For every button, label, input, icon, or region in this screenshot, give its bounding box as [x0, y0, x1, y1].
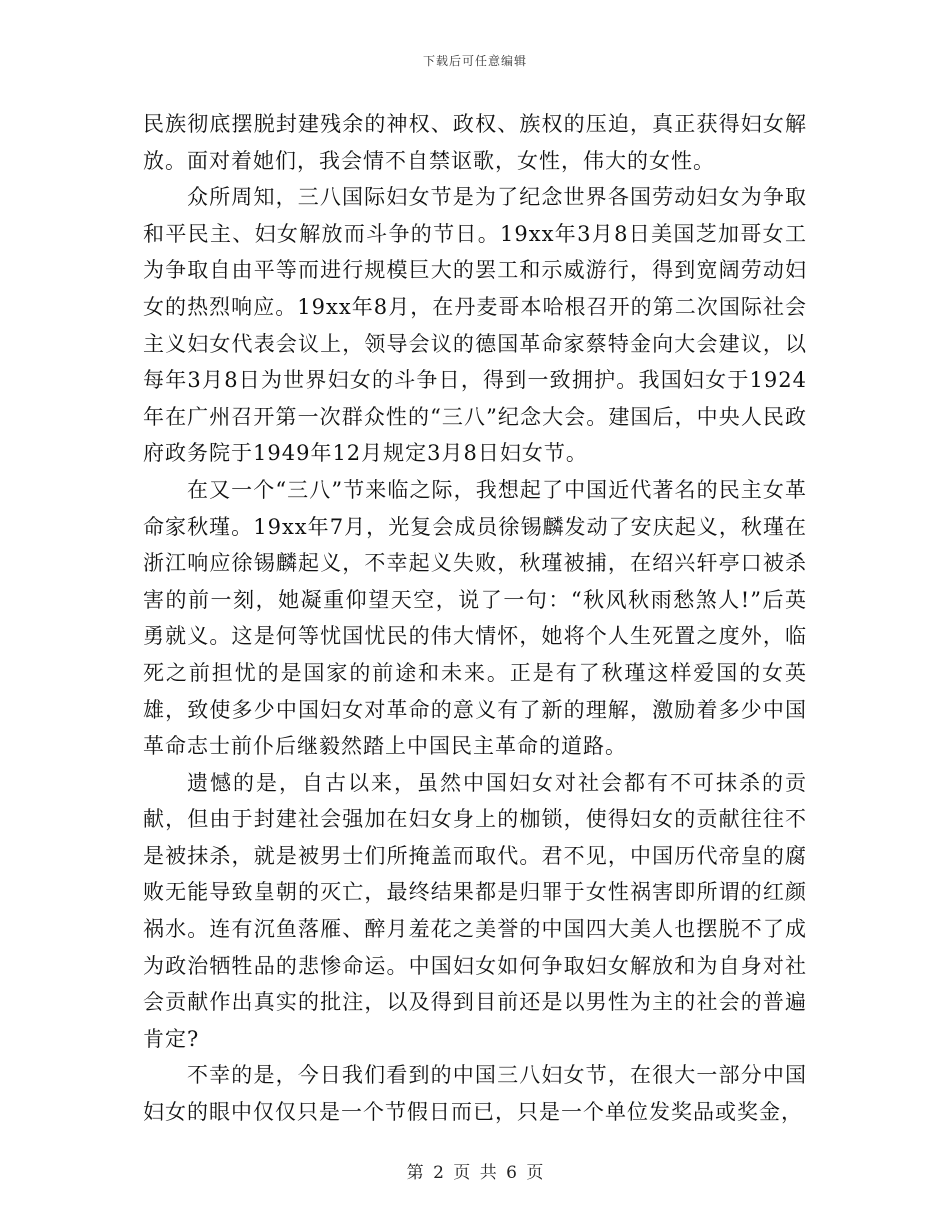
- paragraph-2: 众所周知，三八国际妇女节是为了纪念世界各国劳动妇女为争取和平民主、妇女解放而斗争的节日。19xx年3月8日美国芝加哥女工为争取自由平等而进行规模巨大的罢工和示威游行，得到宽阔劳动妇女的热烈响应。19xx年8月，在丹麦哥本哈根召开的第二次国际社会主义妇女代表会议上，领导会议的德国革命家蔡特金向大会建议，以每年3月8日为世界妇女的斗争日，得到一致拥护。我国妇女于1924年在广州召开第一次群众性的“三八”纪念大会。建国后，中央人民政府政务院于1949年12月规定3月8日妇女节。: [143, 185, 807, 466]
- paragraph-3: 在又一个“三八”节来临之际，我想起了中国近代著名的民主女革命家秋瑾。19xx年7月，光复会成员徐锡麟发动了安庆起义，秋瑾在浙江响应徐锡麟起义，不幸起义失败，秋瑾被捕，在绍兴轩亭口被杀害的前一刻，她凝重仰望天空，说了一句：“秋风秋雨愁煞人!”后英勇就义。这是何等忧国忧民的伟大情怀，她将个人生死置之度外，临死之前担忧的是国家的前途和未来。正是有了秋瑾这样爱国的女英雄，致使多少中国妇女对革命的意义有了新的理解，激励着多少中国革命志士前仆后继毅然踏上中国民主革命的道路。: [143, 477, 807, 759]
- document-body: [143, 106, 807, 1131]
- paragraph-4: 遗憾的是，自古以来，虽然中国妇女对社会都有不可抹杀的贡献，但由于封建社会强加在妇女身上的枷锁，使得妇女的贡献往往不是被抹杀，就是被男士们所掩盖而取代。君不见，中国历代帝皇的腐败无能导致皇朝的灭亡，最终结果都是归罪于女性祸害即所谓的红颜祸水。连有沉鱼落雁、醉月羞花之美誉的中国四大美人也摆脱不了成为政治牺牲品的悲惨命运。中国妇女如何争取妇女解放和为自身对社会贡献作出真实的批注，以及得到目前还是以男性为主的社会的普遍肯定?: [143, 770, 807, 1051]
- paragraph-5: 不幸的是，今日我们看到的中国三八妇女节，在很大一部分中国妇女的眼中仅仅只是一个节假日而已，只是一个单位发奖品或奖金，: [143, 1063, 807, 1125]
- paragraph-1: 民族彻底摆脱封建残余的神权、政权、族权的压迫，真正获得妇女解放。面对着她们，我会情不自禁讴歌，女性，伟大的女性。: [143, 112, 807, 173]
- page-header: 下载后可任意编辑: [422, 54, 527, 68]
- page-number-footer: 第 2 页 共 6 页: [406, 1163, 544, 1183]
